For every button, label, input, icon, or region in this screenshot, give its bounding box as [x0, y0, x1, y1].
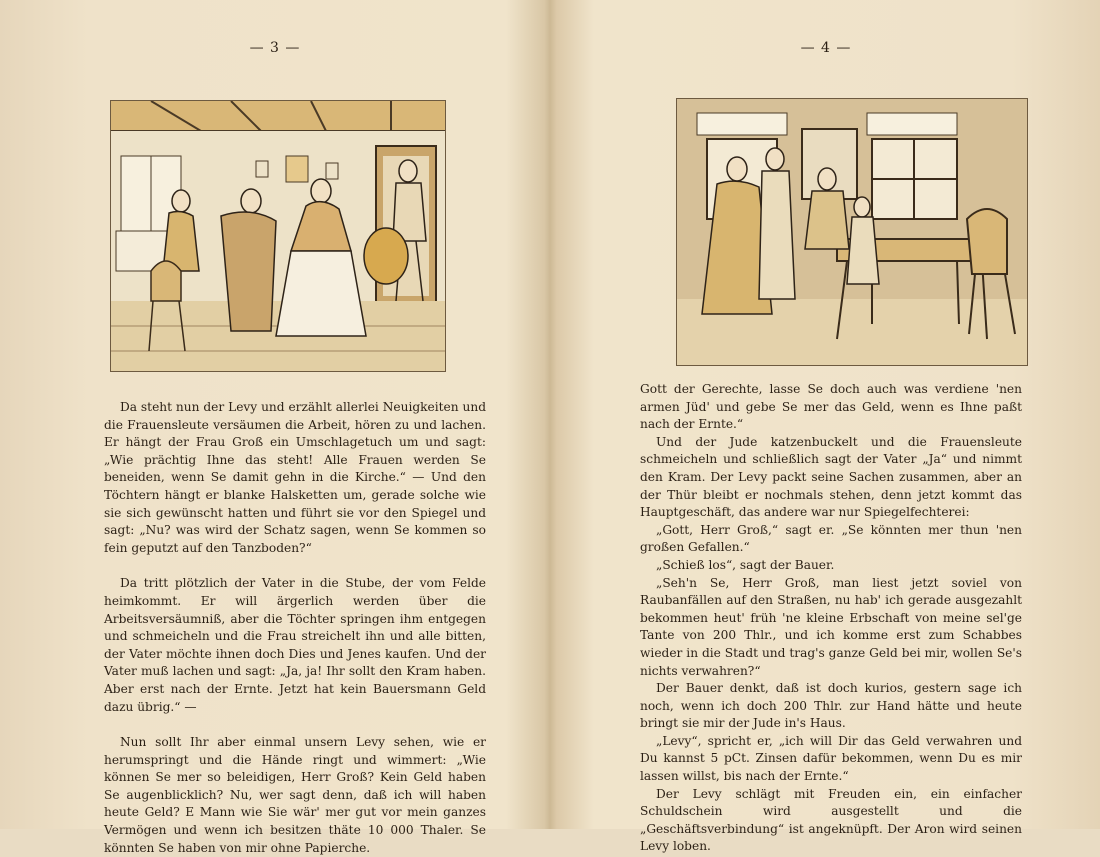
- page-number: — 4 —: [800, 40, 852, 56]
- paragraph: Da steht nun der Levy und erzählt allerlei Neuigkeiten und die Frauensleute versäumen die Arbeit, hören zu und lachen. Er hängt der Frau Groß ein Umschlagetuch um und sagt: „Wie prächtig Ihne das steht! Alle Frauen werden Se beneiden, wenn Se damit gehn in die Kirche.“ — Und den Töchtern hängt er blanke Halsketten um, gerade solche wie sie sich gewünscht hatten und führt sie vor den Spiegel und sagt: „Nu? was wird der Schatz sagen, wenn Se kommen so fein geputzt auf den Tanzboden?“: [104, 400, 486, 555]
- paragraph: Der Bauer denkt, daß ist doch kurios, gestern sage ich noch, wenn ich doch 200 Thlr. zur Hand hätte und heute bringt sie mir der Jude in's Haus.: [640, 681, 1022, 731]
- illustration-drawing: [111, 101, 445, 371]
- left-page: [0, 0, 550, 855]
- page-number: — 3 —: [249, 40, 301, 56]
- paragraph: „Levy“, spricht er, „ich will Dir das Geld verwahren und Du kannst 5 pCt. Zinsen dafür bekommen, wenn Du es mir lassen willst, bis nach der Ernte.“: [640, 733, 1022, 784]
- left-page-text: [104, 399, 486, 857]
- illustration-family-at-table: [676, 98, 1028, 366]
- paragraph: Gott der Gerechte, lasse Se doch auch was verdiene 'nen armen Jüd' und gebe Se mer das Geld, wenn es Ihne paßt nach der Ernte.“: [640, 382, 1022, 432]
- paragraph: „Seh'n Se, Herr Groß, man liest jetzt soviel von Raubanfällen auf den Straßen, nu hab' ich gerade ausgezahlt bekommen heut' früh 'ne kleine Erbschaft von meine sel'ge Tante von 200 Thlr., und ich komme erst zum Schabbes wieder in die Stadt und trag's ganze Geld bei mir, wollen Se's nichts verwahren?“: [640, 575, 1022, 678]
- paragraph: „Schieß los“, sagt der Bauer.: [656, 557, 835, 572]
- illustration-drawing: [677, 99, 1027, 365]
- right-page-text: [640, 381, 1022, 856]
- paragraph: Und der Jude katzenbuckelt und die Frauensleute schmeicheln und schließlich sagt der Vater „Ja“ und nimmt den Kram. Der Levy packt seine Sachen zusammen, aber an der Thür bleibt er nochmals stehen, denn jetzt kommt das Hauptgeschäft, das andere war nur Spiegelfechterei:: [640, 434, 1022, 520]
- paragraph: Der Levy schlägt mit Freuden ein, ein einfacher Schuldschein wird ausgestellt und die „Geschäftsverbindung“ ist angeknüpft. Der Aron wird seinen Levy loben.: [640, 786, 1022, 854]
- paragraph: Da tritt plötzlich der Vater in die Stube, der vom Felde heimkommt. Er will ärgerlich werden über die Arbeitsversäumniß, aber die Töchter springen ihm entgegen und schmeicheln und die Frau streichelt ihn und alle bitten, der Vater möchte ihnen doch Dies und Jenes kaufen. Und der Vater muß lachen und sagt: „Ja, ja! Ihr sollt den Kram haben. Aber erst nach der Ernte. Jetzt hat kein Bauersmann Geld dazu übrig.“ —: [104, 576, 486, 714]
- illustration-peddler-in-farmhouse: [110, 100, 446, 372]
- paragraph: Nun sollt Ihr aber einmal unsern Levy sehen, wie er herumspringt und die Hände ringt und wimmert: „Wie können Se mer so beleidigen, Herr Groß? Kein Geld haben Se augenblicklich? Nu, wer sagt denn, daß ich will haben heute Geld? E Mann wie Sie wär' mer gut vor mein ganzes Vermögen und wenn ich besitzen thäte 10 000 Thaler. Se könnten Se haben von mir ohne Papierche.: [104, 735, 486, 855]
- paragraph: „Gott, Herr Groß,“ sagt er. „Se könnten mer thun 'nen großen Gefallen.“: [640, 522, 1022, 555]
- right-page: [552, 0, 1100, 854]
